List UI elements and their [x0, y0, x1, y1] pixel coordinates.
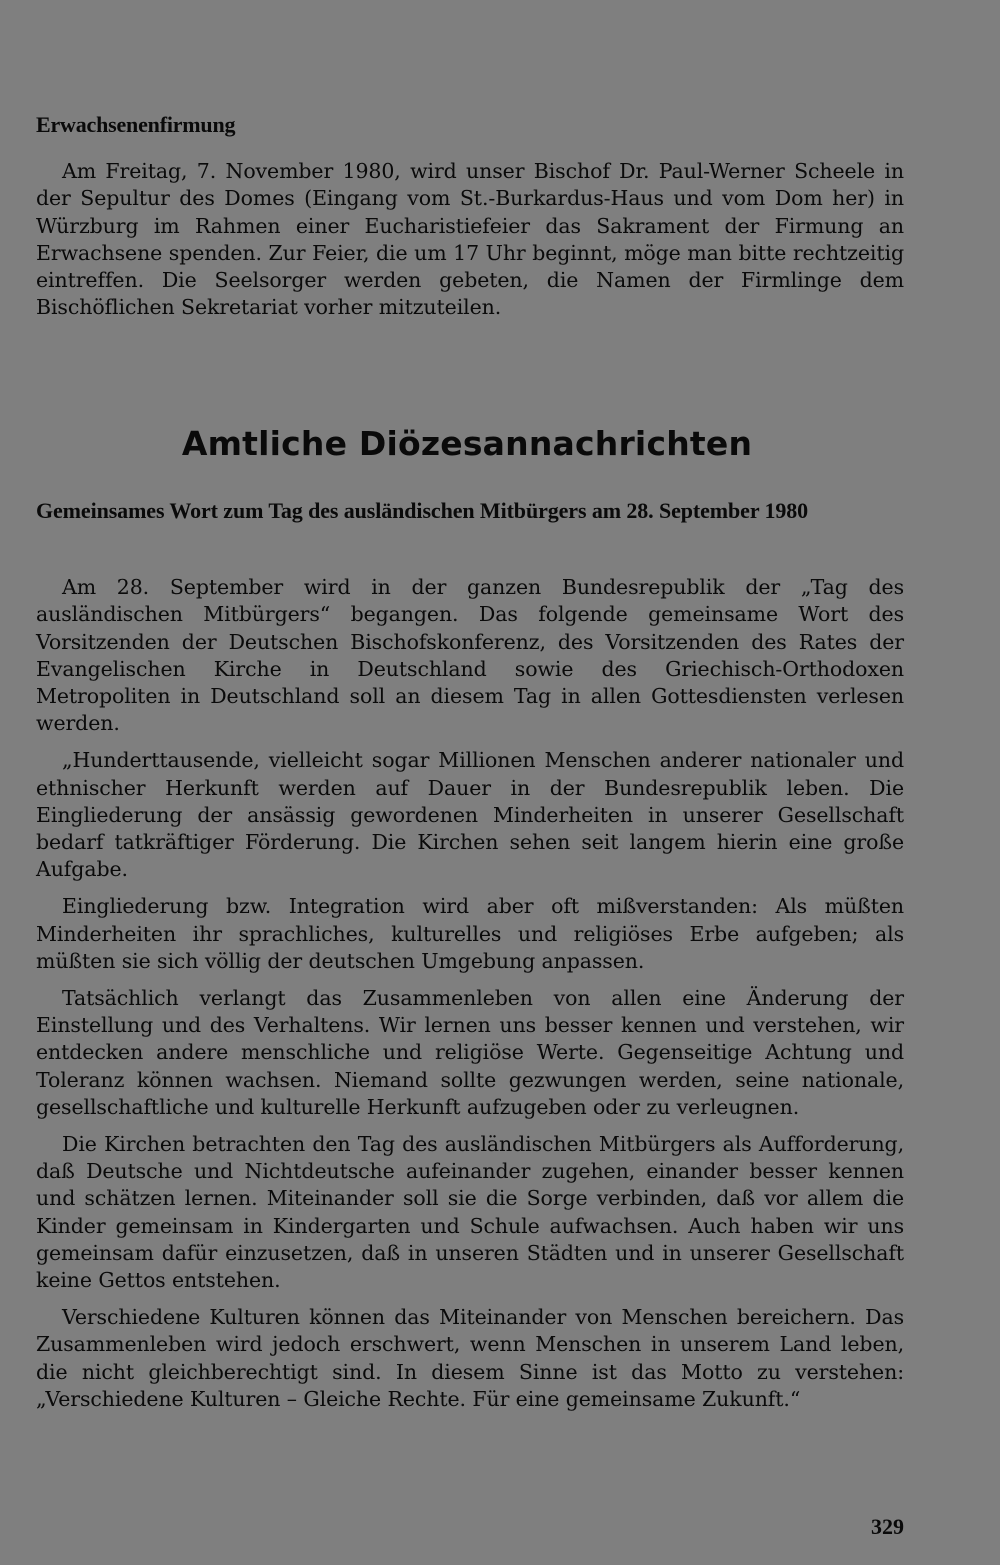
paragraph: Die Kirchen betrachten den Tag des ausländischen Mitbürgers als Aufforderung, daß Deutsche und Nichtdeutsche aufeinander zugehen, einander besser kennen und schätzen lernen. Miteinander soll sie die Sorge verbinden, daß vor allem die Kinder gemeinsam in Kindergarten und Schule aufwachsen. Auch haben wir uns gemeinsam dafür einzusetzen, daß in unseren Städten und in unserer Gesellschaft keine Gettos entstehen. — [36, 1131, 904, 1293]
page-title: Amtliche Diözesannachrichten — [181, 424, 753, 463]
section-heading-erwachsenenfirmung: Erwachsenenfirmung — [36, 112, 236, 137]
paragraph: „Hunderttausende, vielleicht sogar Millionen Menschen anderer nationaler und ethnischer Herkunft werden auf Dauer in der Bundesrepublik leben. Die Eingliederung der ansässig gewordenen Minderheiten in unserer Gesellschaft bedarf tatkräftiger Förderung. Die Kirchen sehen seit langem hierin eine große Aufgabe. — [36, 748, 904, 882]
page-number: 329 — [871, 1514, 904, 1539]
section-heading-gemeinsames-wort: Gemeinsames Wort zum Tag des ausländischen Mitbürgers am 28. September 1980 — [36, 498, 809, 523]
paragraph: Tatsächlich verlangt das Zusammenleben von allen eine Änderung der Einstellung und des Verhaltens. Wir lernen uns besser kennen und verstehen, wir entdecken andere menschliche und religiöse Werte. Gegenseitige Achtung und Toleranz können wachsen. Niemand sollte gezwungen werden, seine nationale, gesellschaftliche und kulturelle Herkunft aufzugeben oder zu verleugnen. — [36, 985, 904, 1119]
paragraph: Eingliederung bzw. Integration wird aber oft mißverstanden: Als müßten Minderheiten ihr sprachliches, kulturelles und religiöses Erbe aufgeben; als müßten sie sich völlig der deutschen Umgebung anpassen. — [36, 894, 904, 973]
paragraph: Am Freitag, 7. November 1980, wird unser Bischof Dr. Paul-Werner Scheele in der Sepultur des Domes (Eingang vom St.-Burkardus-Haus und vom Dom her) in Würzburg im Rahmen einer Eucharistiefeier das Sakrament der Firmung an Erwachsene spenden. Zur Feier, die um 17 Uhr beginnt, möge man bitte rechtzeitig eintreffen. Die Seelsorger werden gebeten, die Namen der Firmlinge dem Bischöflichen Sekretariat vorher mitzuteilen. — [36, 159, 904, 320]
paragraph: Am 28. September wird in der ganzen Bundesrepublik der „Tag des ausländischen Mitbürgers“ begangen. Das folgende gemeinsame Wort des Vorsitzenden der Deutschen Bischofskonferenz, des Vorsitzenden des Rates der Evangelischen Kirche in Deutschland sowie des Griechisch-Orthodoxen Metropoliten in Deutschland soll an diesem Tag in allen Gottesdiensten verlesen werden. — [36, 575, 904, 736]
section-body-gemeinsames-wort — [36, 574, 904, 1423]
section-body-erwachsenenfirmung — [36, 158, 904, 322]
paragraph: Verschiedene Kulturen können das Miteinander von Menschen bereichern. Das Zusammenleben wird jedoch erschwert, wenn Menschen in unserem Land leben, die nicht gleichberechtigt sind. In diesem Sinne ist das Motto zu verstehen: „Verschiedene Kulturen – Gleiche Rechte. Für eine gemeinsame Zukunft.“ — [36, 1304, 904, 1411]
